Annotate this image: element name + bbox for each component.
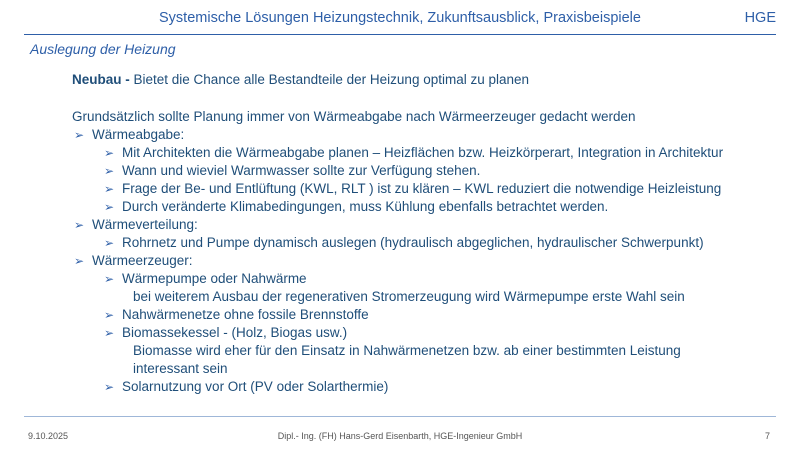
bullet-title: Wärmeverteilung:	[92, 217, 198, 232]
bullet-waermeabgabe	[74, 126, 184, 144]
note-waermepumpe: bei weiterem Ausbau der regenerativen Stromerzeugung wird Wärmepumpe erste Wahl sein	[133, 289, 685, 304]
arrow-bullet-icon: ➢	[104, 200, 115, 214]
note-biomasse-1: Biomasse wird eher für den Einsatz in Nahwärmenetzen bzw. ab einer bestimmten Leistung	[133, 343, 681, 358]
arrow-bullet-icon: ➢	[104, 182, 115, 196]
arrow-bullet-icon: ➢	[104, 380, 115, 394]
sub-bullet	[104, 198, 608, 216]
arrow-bullet-icon: ➢	[74, 128, 85, 142]
footer-author: Dipl.- Ing. (FH) Hans-Gerd Eisenbarth, HGE-Ingenieur GmbH	[277, 431, 523, 441]
sub-bullet	[104, 378, 388, 396]
bullet-title: Wärmeabgabe:	[92, 127, 185, 142]
sub-bullet	[104, 234, 704, 252]
arrow-bullet-icon: ➢	[104, 236, 115, 250]
sub-bullet	[104, 144, 723, 162]
footer-divider	[24, 416, 776, 417]
sub-bullet-text: Durch veränderte Klimabedingungen, muss Kühlung ebenfalls betrachtet werden.	[122, 199, 609, 214]
sub-bullet	[104, 162, 480, 180]
sub-bullet-text: Biomassekessel - (Holz, Biogas usw.)	[122, 325, 348, 340]
sub-bullet-text: Mit Architekten die Wärmeabgabe planen – Heizflächen bzw. Heizkörperart, Integration in Architektur	[122, 145, 724, 160]
sub-bullet	[104, 180, 721, 198]
arrow-bullet-icon: ➢	[74, 218, 85, 232]
arrow-bullet-icon: ➢	[104, 326, 115, 340]
sub-bullet-text: Rohrnetz und Pumpe dynamisch auslegen (hydraulisch abgeglichen, hydraulischer Schwerpunkt)	[122, 235, 704, 250]
note-biomasse-2: interessant sein	[133, 361, 228, 376]
arrow-bullet-icon: ➢	[104, 146, 115, 160]
arrow-bullet-icon: ➢	[104, 164, 115, 178]
sub-bullet	[104, 270, 307, 288]
sub-bullet-text: Nahwärmenetze ohne fossile Brennstoffe	[122, 307, 369, 322]
intro-line	[72, 71, 529, 89]
arrow-bullet-icon: ➢	[104, 272, 115, 286]
principle-text: Grundsätzlich sollte Planung immer von Wärmeabgabe nach Wärmeerzeuger gedacht werden	[72, 109, 636, 124]
footer-date: 9.10.2025	[28, 431, 69, 441]
sub-bullet-text: Solarnutzung vor Ort (PV oder Solarthermie)	[122, 379, 389, 394]
arrow-bullet-icon: ➢	[74, 254, 85, 268]
sub-bullet-text: Wann und wieviel Warmwasser sollte zur Verfügung stehen.	[122, 163, 481, 178]
section-title: Auslegung der Heizung	[30, 41, 176, 57]
header-divider	[24, 34, 776, 35]
sub-bullet	[104, 306, 369, 324]
intro-text: Bietet die Chance alle Bestandteile der Heizung optimal zu planen	[129, 72, 530, 87]
slide-header-title: Systemische Lösungen Heizungstechnik, Zukunftsausblick, Praxisbeispiele	[159, 10, 641, 26]
sub-bullet-text: Frage der Be- und Entlüftung (KWL, RLT ) ist zu klären – KWL reduziert die notwendige Heizleistung	[122, 181, 722, 196]
bullet-title: Wärmeerzeuger:	[92, 253, 193, 268]
footer-page-number: 7	[764, 431, 770, 441]
header-brand: HGE	[744, 10, 776, 26]
sub-bullet-text: Wärmepumpe oder Nahwärme	[122, 271, 307, 286]
bullet-waermeverteilung	[74, 216, 198, 234]
intro-label: Neubau -	[72, 72, 130, 87]
sub-bullet	[104, 324, 347, 342]
arrow-bullet-icon: ➢	[104, 308, 115, 322]
bullet-waermeerzeuger	[74, 252, 193, 270]
